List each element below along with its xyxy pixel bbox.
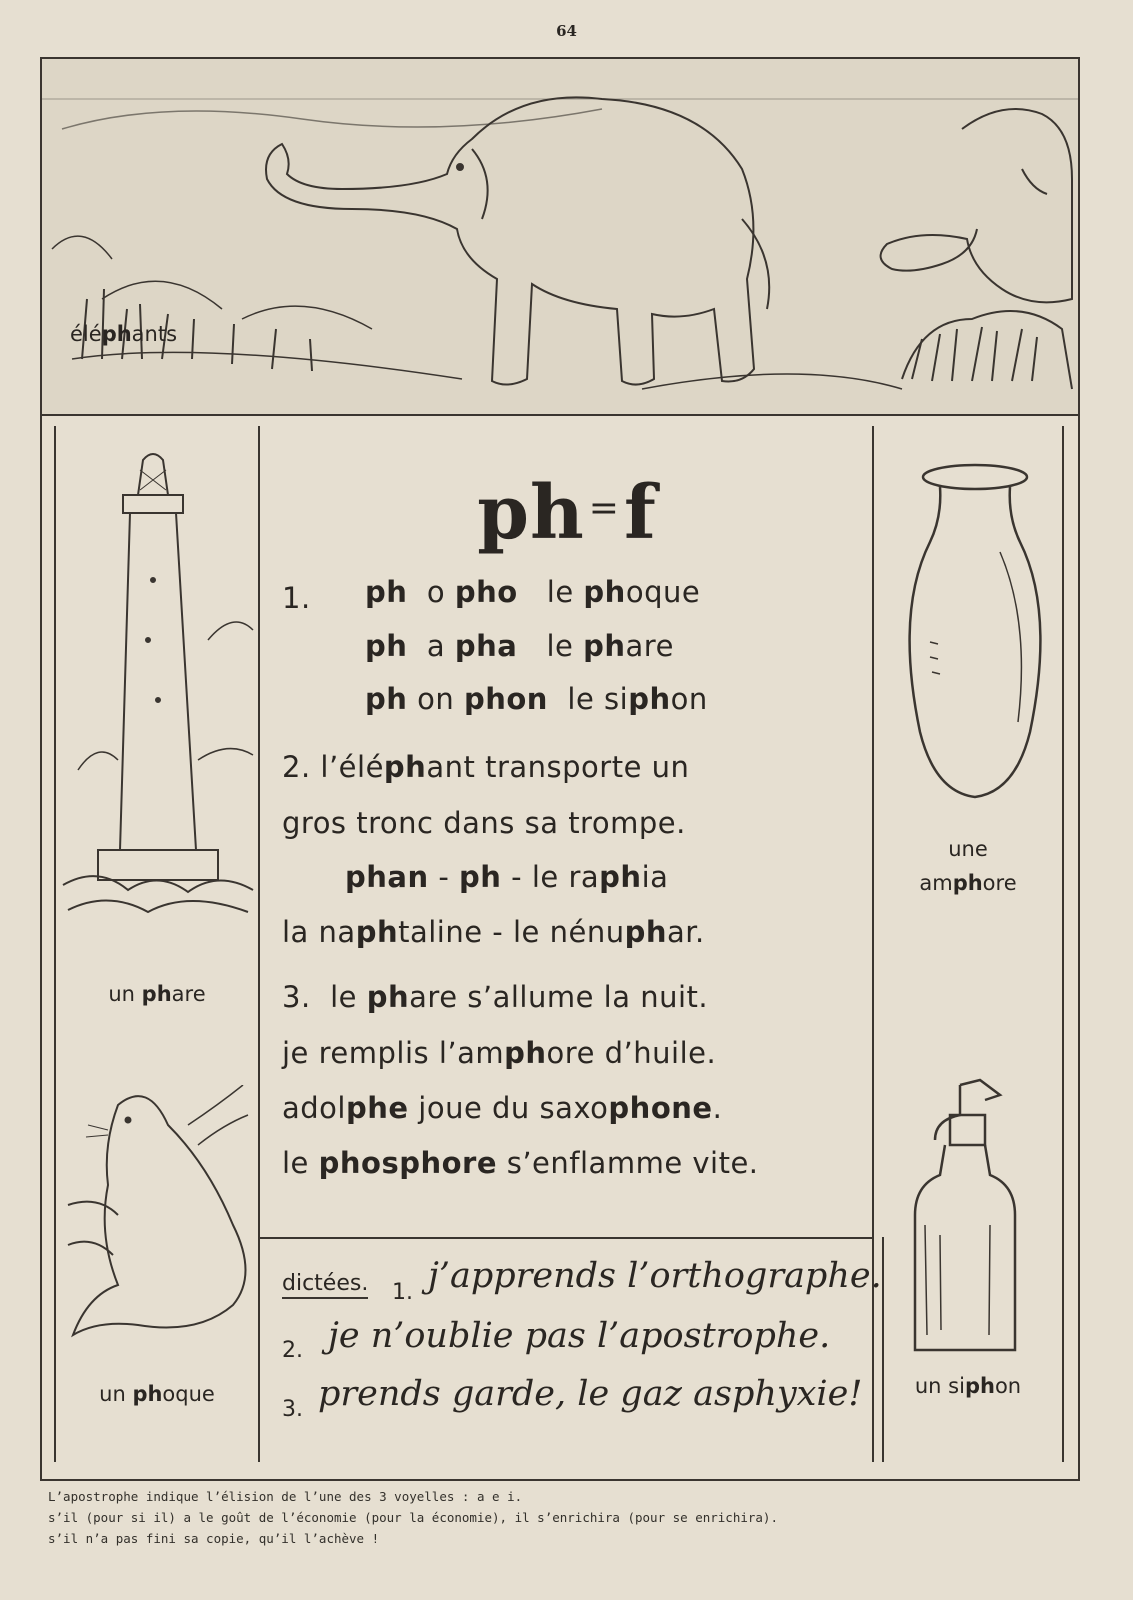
dictee-1-text: j’apprends l’orthographe.	[428, 1256, 882, 1296]
lighthouse-illustration	[58, 440, 256, 940]
section1-row-2: ph a pha le phare	[365, 629, 674, 663]
amphora-icon	[890, 462, 1060, 822]
seal-icon	[58, 1085, 256, 1365]
footer-note-2: s’il (pour si il) a le goût de l’économie (pour la économie), il s’enrichira (pour se enrichira).	[48, 1510, 778, 1525]
caption-amphore-2: amphore	[919, 871, 1017, 895]
left-column-inner-border	[258, 426, 260, 1462]
right-column-outer-border	[1062, 426, 1064, 1462]
siphon-icon	[905, 1075, 1045, 1365]
dictee-1-number: 1.	[392, 1280, 413, 1305]
section2-line-1: 2. l’éléphant transporte un	[282, 750, 690, 784]
section3-line-1: 3. le phare s’allume la nuit.	[282, 980, 709, 1014]
footer-note-3: s’il n’a pas fini sa copie, qu’il l’achève !	[48, 1531, 380, 1546]
page-number: 64	[556, 22, 577, 40]
right-column-inner-border	[872, 426, 874, 1462]
lesson-title: ph =f	[477, 470, 657, 556]
dictee-3-text: prends garde, le gaz asphyxie!	[318, 1374, 863, 1414]
siphon-illustration	[905, 1075, 1045, 1365]
caption-phare: un phare	[108, 982, 206, 1006]
divider-header	[40, 414, 1080, 416]
dictee-2-number: 2.	[282, 1338, 303, 1363]
section1-row-3: ph on phon le siphon	[365, 682, 708, 716]
dictees-right-border	[882, 1237, 884, 1462]
section2-line-4: la naphtaline - le nénuphar.	[282, 915, 705, 949]
section1-number: 1.	[282, 581, 311, 615]
amphora-illustration	[890, 462, 1060, 822]
caption-amphore-1: une	[948, 837, 988, 861]
elephant-drawing	[42, 59, 1078, 414]
section3-line-4: le phosphore s’enflamme vite.	[282, 1146, 759, 1180]
dictee-2-text: je n’oublie pas l’apostrophe.	[328, 1316, 831, 1356]
dictees-label: dictées.	[282, 1271, 368, 1299]
caption-siphon: un siphon	[914, 1374, 1022, 1398]
section2-line-3: phan - ph - le raphia	[345, 860, 669, 894]
divider-dictees	[258, 1237, 874, 1239]
left-column-outer-border	[54, 426, 56, 1462]
dictee-3-number: 3.	[282, 1397, 303, 1422]
seal-illustration	[58, 1085, 256, 1365]
footer-note-1: L’apostrophe indique l’élision de l’une des 3 voyelles : a e i.	[48, 1489, 523, 1504]
lighthouse-icon	[58, 440, 256, 940]
section3-line-3: adolphe joue du saxophone.	[282, 1091, 723, 1125]
caption-elephants: éléphants	[70, 322, 178, 346]
caption-phoque: un phoque	[99, 1382, 215, 1406]
section2-line-2: gros tronc dans sa trompe.	[282, 806, 686, 840]
elephants-illustration	[42, 59, 1078, 414]
section1-row-1: ph o pho le phoque	[365, 575, 701, 609]
section3-line-2: je remplis l’amphore d’huile.	[282, 1036, 717, 1070]
